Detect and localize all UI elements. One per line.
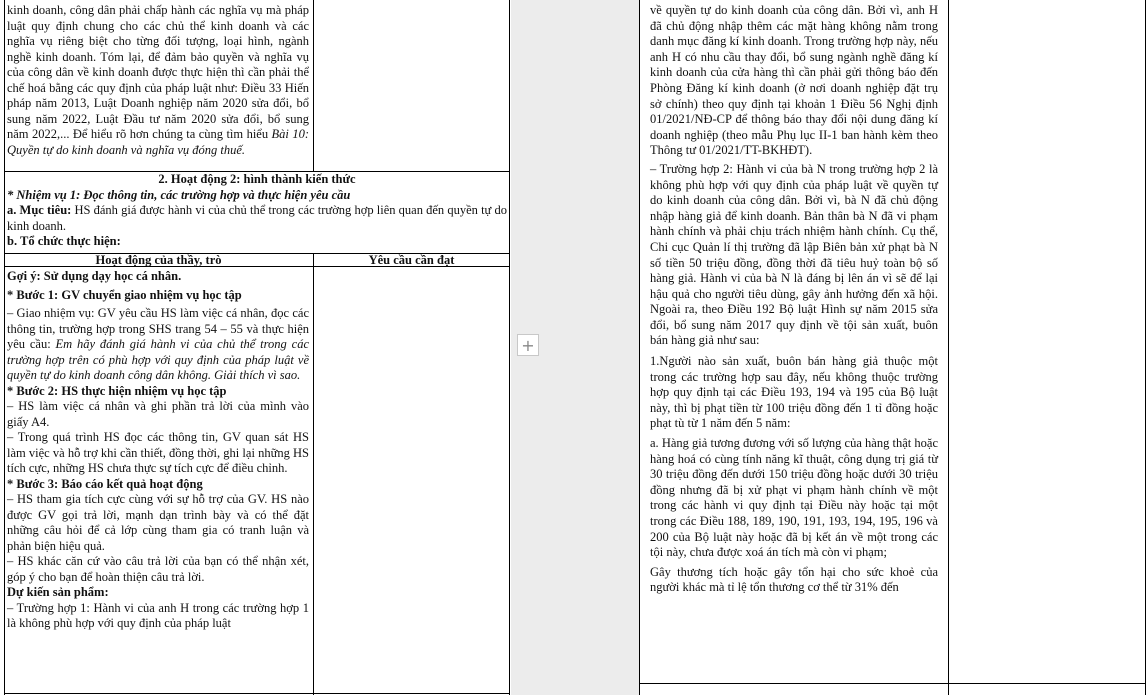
- law-clause-continued: Gây thương tích hoặc gây tổn hại cho sức khoẻ của người khác mà tỉ lệ tổn thương cơ thể từ 31% đến: [650, 564, 938, 595]
- step2-heading: * Bước 2: HS thực hiện nhiệm vụ học tập: [7, 383, 227, 398]
- step3-line1: – HS tham gia tích cực cùng với sự hỗ trợ của GV. HS nào được GV gọi trả lời, mạnh dạn trình bày và có thể đặt những câu hỏi để cả lớp cùng tham gia có tranh luận và phản biện hiệu quả.: [7, 492, 309, 553]
- law-clause-1: 1.Người nào sản xuất, buôn bán hàng giả thuộc một trong các trường hợp sau đây, nếu không thuộc trường hợp quy định tại các Điều 193, 194 và 195 của Bộ luật này, thì bị phạt tiền từ 100 triệu đồng đến 1 tỉ đồng hoặc phạt tù từ 1 năm đến 5 năm:: [650, 354, 938, 431]
- teacher-activity-cell: [7, 269, 309, 632]
- right-page: [639, 0, 1147, 695]
- step2-line1: – HS làm việc cá nhân và ghi phần trả lời của mình vào giấy A4.: [7, 399, 309, 429]
- table-border-right: [509, 0, 510, 695]
- step1-question: Em hãy đánh giá hành vi của chủ thể trong các trường hợp trên có phù hợp với quy định của pháp luật về quyền tự do kinh doanh công dân không. Giải thích vì sao.: [7, 337, 309, 382]
- add-page-button[interactable]: +: [517, 334, 539, 356]
- intro-text: kinh doanh, công dân phải chấp hành các nghĩa vụ mà pháp luật quy định chung cho các chủ thể kinh doanh và các nghĩa vụ riêng biệt cho từng đối tượng, loại hình, ngành nghề kinh doanh. Tóm lại, để đảm bảo quyền và nghĩa vụ của công dân về kinh doanh được thực hiện thì cần phải thể chế hoá bằng các quy định của pháp luật như: Điều 33 Hiến pháp năm 2013, Luật Doanh nghiệp năm 2020 sửa đổi, bổ sung năm 2022, Luật Đầu tư năm 2020 sửa đổi, bổ sung năm 2022,... Để hiểu rõ hơn chúng ta cùng tìm hiểu: [7, 3, 309, 141]
- org-label: b. Tổ chức thực hiện:: [7, 234, 121, 248]
- expected-heading: Dự kiến sản phẩm:: [7, 585, 109, 599]
- step3-heading: * Bước 3: Báo cáo kết quả hoạt động: [7, 476, 203, 491]
- suggestion-text: Gợi ý: Sử dụng dạy học cá nhân.: [7, 269, 182, 283]
- row-line-bottom: [639, 683, 1146, 684]
- table-divider-bottom: [313, 254, 314, 695]
- step2-line2: – Trong quá trình HS đọc các thông tin, GV quan sát HS làm việc và hỗ trợ khi cần thiết, đồng thời, ghi lại những HS tích cực, những HS chưa thực sự tích cực để điều chỉnh.: [7, 430, 309, 475]
- case2-explanation: – Trường hợp 2: Hành vi của bà N trong trường hợp 2 là không phù hợp với quy định của pháp luật về quyền tự do kinh doanh của công dân. Bởi vì, bà N đã chủ động nhập hàng giả để kinh doanh. Bản thân bà N đã vi phạm hành chính và phải chịu trách nhiệm hành chính. Cụ thể, Chi cục Quản lí thị trường đã lập Biên bản xử phạt bà N số tiền 50 triệu đồng, đồng thời đã tiêu huỷ toàn bộ số hàng giả. Hành vi của bà N là đáng bị lên án vì sẽ để lại hậu quả cho người tiêu dùng, gây ảnh hưởng đến xã hội. Ngoài ra, theo Điều 192 Bộ luật Hình sự năm 2015 sửa đổi, bổ sung năm 2017 quy định về tội sản xuất, buôn bán hàng giả như sau:: [650, 161, 938, 348]
- table-border-left: [4, 0, 5, 695]
- task-heading: * Nhiệm vụ 1: Đọc thông tin, các trường hợp và thực hiện yêu cầu: [7, 187, 351, 202]
- law-clause-1a: a. Hàng giả tương đương với số lượng của hàng thật hoặc hàng hoá có cùng tính năng kĩ thuật, công dụng trị giá từ 30 triệu đồng đến dưới 150 triệu đồng hoặc dưới 30 triệu đồng nhưng đã bị xử phạt vi phạm hành chính về một trong các hành vi quy định tại Điều này hoặc tại một trong các Điều 188, 189, 190, 191, 193, 194, 195, 196 và 200 của Bộ luật này hoặc đã bị kết án về một trong các tội này, chưa được xoá án tích mà còn vi phạm;: [650, 436, 938, 560]
- row-line-bottom: [4, 693, 510, 694]
- table-header-teacher: Hoạt động của thầy, trò: [95, 253, 222, 267]
- step1-heading: * Bước 1: GV chuyển giao nhiệm vụ học tập: [7, 287, 242, 302]
- goal-text: HS đánh giá được hành vi của chủ thể trong các trường hợp liên quan đến quyền tự do kinh doanh.: [7, 203, 507, 233]
- step3-line2: – HS khác căn cứ vào câu trả lời của bạn có thể nhận xét, góp ý cho bạn để hoàn thiện câu trả lời.: [7, 554, 309, 584]
- case1-text: – Trường hợp 1: Hành vi của anh H trong các trường hợp 1 là không phù hợp với quy định của pháp luật: [7, 600, 309, 630]
- table-border-right: [1145, 0, 1146, 695]
- table-border-left: [639, 0, 640, 695]
- activity-heading: 2. Hoạt động 2: hình thành kiến thức: [158, 172, 356, 186]
- table-divider-top: [313, 0, 314, 171]
- step1-text: – Giao nhiệm vụ: GV yêu cầu HS làm việc cá nhân, đọc các thông tin, trường hợp trong SHS trang 54 – 55 và thực hiện yêu cầu:: [7, 306, 309, 351]
- case1-explanation: về quyền tự do kinh doanh của công dân. Bởi vì, anh H đã chủ động nhập thêm các mặt hàng không nằm trong danh mục đăng kí kinh doanh. Trong trường hợp này, nếu anh H có nhu cầu thay đổi, bổ sung ngành nghề đăng kí kinh doanh của cửa hàng thì cần phải gửi thông báo đến Phòng Đăng kí kinh doanh (ở nơi doanh nghiệp đặt trụ sở chính) theo quy định tại khoản 1 Điều 56 Nghị định 01/2021/NĐ-CP để thông báo thay đổi nội dung đăng kí doanh nghiệp (theo mẫu Phụ lục II-1 ban hành kèm theo Thông tư 01/2021/TT-BKHĐT).: [650, 3, 938, 158]
- teacher-activity-continued: [650, 3, 938, 596]
- intro-lesson-title: Bài 10: Quyền tự do kinh doanh và nghĩa vụ đóng thuế.: [7, 127, 310, 157]
- activity-section: [7, 172, 507, 250]
- table-header-requirement: Yêu cầu cần đạt: [368, 253, 455, 267]
- table-divider: [948, 0, 949, 695]
- intro-paragraph: [7, 3, 309, 158]
- goal-label: a. Mục tiêu:: [7, 203, 72, 217]
- left-page: [0, 0, 511, 695]
